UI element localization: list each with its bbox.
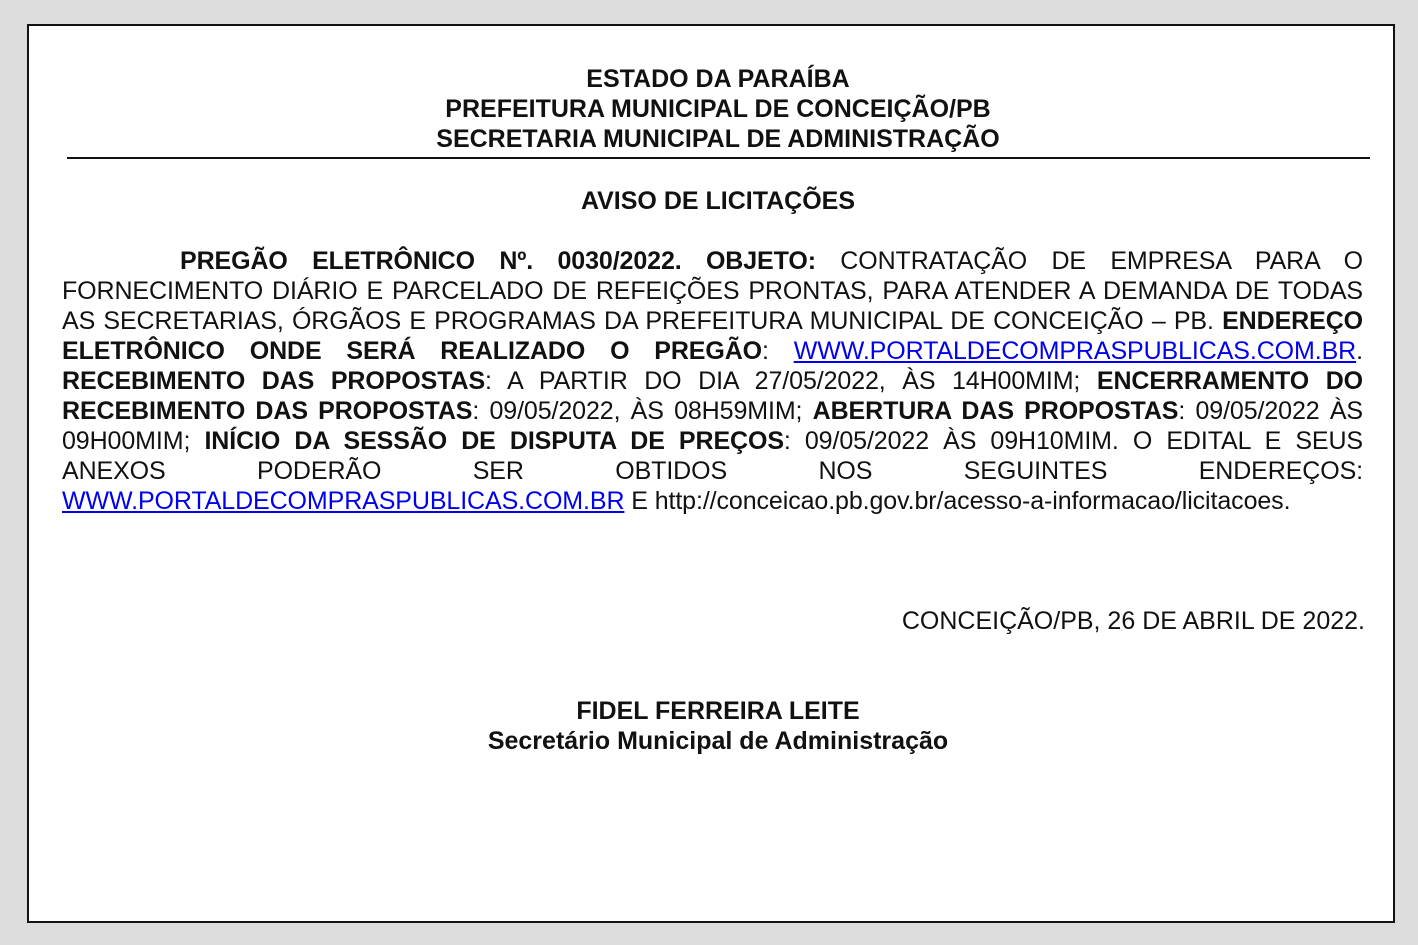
- document-header: [67, 64, 1369, 154]
- electronic-address-label: ENDEREÇO ELETRÔNICO ONDE SERÁ REALIZADO O PREGÃO: [62, 307, 1363, 365]
- after-link-text: .: [1356, 337, 1363, 365]
- proposal-opening-label: ABERTURA DAS PROPOSTAS: [812, 397, 1179, 425]
- receipt-closing-text: : 09/05/2022, ÀS 08H59MIM;: [472, 397, 813, 425]
- header-divider: [67, 157, 1370, 159]
- notice-body: [62, 246, 1363, 516]
- signature-block: [67, 696, 1369, 756]
- proposal-receipt-label: RECEBIMENTO DAS PROPOSTAS: [62, 367, 486, 395]
- notice-title: AVISO DE LICITAÇÕES: [580, 187, 856, 215]
- electronic-address-separator: :: [762, 337, 794, 365]
- dispute-start-text: : 09/05/2022 ÀS 09H10MIM. O EDITAL E SEUS ANEXOS PODERÃO SER OBTIDOS NOS SEGUINTES ENDEREÇOS:: [62, 427, 1363, 485]
- header-state: ESTADO DA PARAÍBA: [586, 65, 850, 93]
- proposal-opening-text: : 09/05/2022 ÀS 09H00MIM;: [62, 397, 1363, 455]
- receipt-closing-label: ENCERRAMENTO DO RECEBIMENTO DAS PROPOSTAS: [62, 367, 1363, 425]
- procurement-number: PREGÃO ELETRÔNICO Nº. 0030/2022. OBJETO:: [180, 247, 816, 275]
- final-address-text: E http://conceicao.pb.gov.br/acesso-a-informacao/licitacoes.: [624, 487, 1291, 515]
- portal-link[interactable]: WWW.PORTALDECOMPRASPUBLICAS.COM.BR: [793, 337, 1357, 365]
- date-line: CONCEIÇÃO/PB, 26 DE ABRIL DE 2022.: [901, 607, 1365, 635]
- dispute-start-label: INÍCIO DA SESSÃO DE DISPUTA DE PREÇOS: [204, 427, 784, 455]
- signatory-name: FIDEL FERREIRA LEITE: [576, 697, 860, 725]
- portal-link-second[interactable]: WWW.PORTALDECOMPRASPUBLICAS.COM.BR: [62, 487, 625, 515]
- signatory-role: Secretário Municipal de Administração: [487, 727, 949, 755]
- header-municipality: PREFEITURA MUNICIPAL DE CONCEIÇÃO/PB: [445, 95, 991, 123]
- proposal-receipt-text: : A PARTIR DO DIA 27/05/2022, ÀS 14H00MIM;: [485, 367, 1097, 395]
- notice-frame: [27, 24, 1395, 923]
- header-secretariat: SECRETARIA MUNICIPAL DE ADMINISTRAÇÃO: [436, 125, 1000, 153]
- object-description: CONTRATAÇÃO DE EMPRESA PARA O FORNECIMENTO DIÁRIO E PARCELADO DE REFEIÇÕES PRONTAS, PARA ATENDER A DEMANDA DE TODAS AS SECRETARIAS, ÓRGÃOS E PROGRAMAS DA PREFEITURA MUNICIPAL DE CONCEIÇÃO – PB.: [62, 247, 1363, 335]
